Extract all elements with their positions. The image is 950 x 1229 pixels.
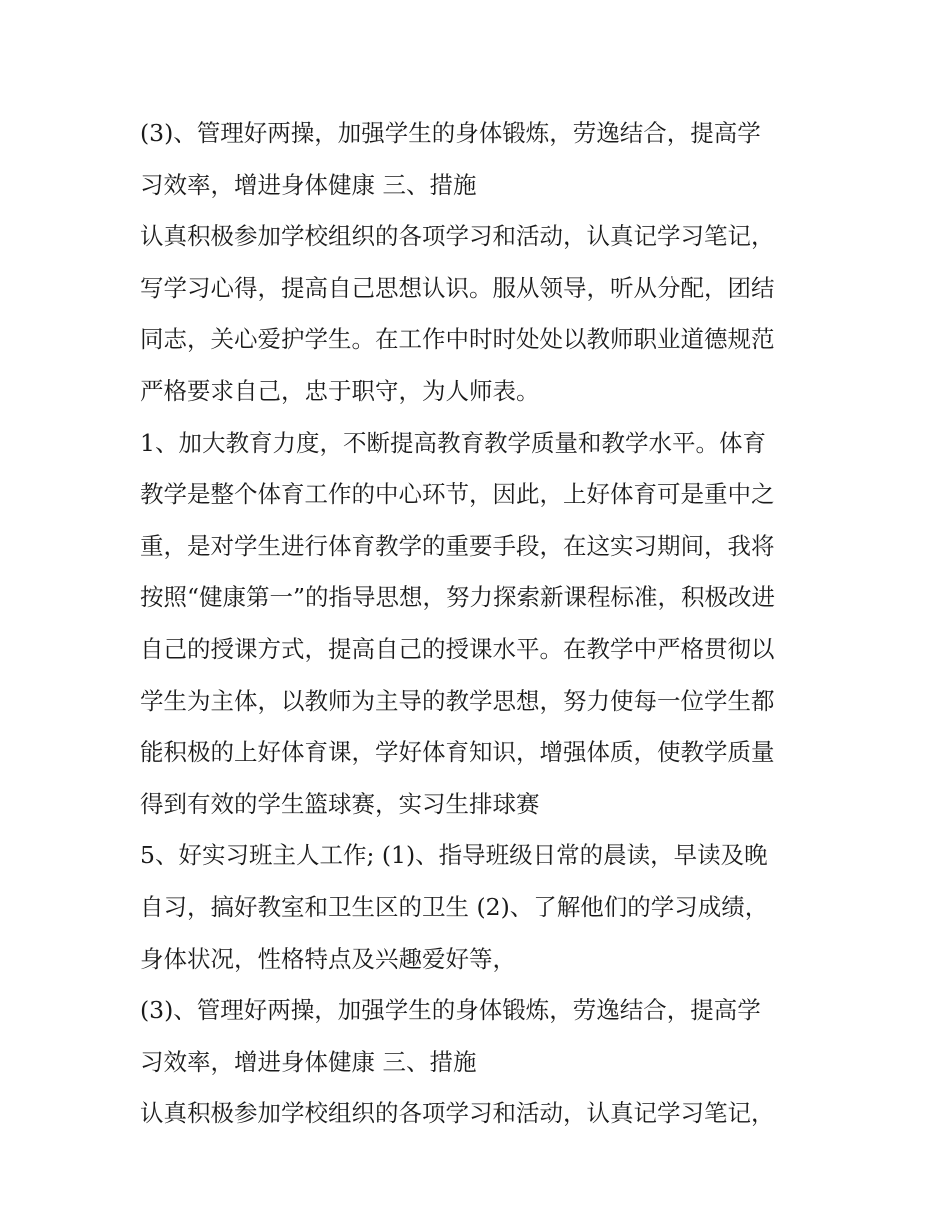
text-line: 习效率，增进身体健康 三、措施 (140, 170, 477, 199)
text-line: 5、好实习班主人工作; (1)、指导班级日常的晨读，早读及晚 (140, 841, 768, 870)
text-line: 1、加大教育力度，不断提高教育教学质量和教学水平。体育 (140, 428, 766, 457)
text-line: 严格要求自己，忠于职守，为人师表。 (140, 376, 540, 405)
text-line: 教学是整个体育工作的中心环节，因此，上好体育可是重中之 (140, 480, 775, 509)
text-line: 认真积极参加学校组织的各项学习和活动，认真记学习笔记， (140, 1099, 775, 1128)
text-line: 写学习心得，提高自己思想认识。服从领导，听从分配，团结 (140, 273, 775, 302)
text-line: (3)、管理好两操，加强学生的身体锻炼，劳逸结合，提高学 (140, 996, 761, 1025)
text-line: 自己的授课方式，提高自己的授课水平。在教学中严格贯彻以 (140, 634, 775, 663)
text-line: 按照“健康第一”的指导思想，努力探索新课程标准，积极改进 (140, 583, 776, 612)
text-line: 自习，搞好教室和卫生区的卫生 (2)、了解他们的学习成绩， (140, 892, 769, 921)
text-line: (3)、管理好两操，加强学生的身体锻炼，劳逸结合，提高学 (140, 119, 761, 147)
text-line: 能积极的上好体育课，学好体育知识，增强体质，使教学质量 (140, 738, 775, 767)
text-line: 习效率，增进身体健康 三、措施 (140, 1047, 477, 1076)
text-line: 认真积极参加学校组织的各项学习和活动，认真记学习笔记， (140, 222, 775, 251)
text-line: 同志，关心爱护学生。在工作中时时处处以教师职业道德规范 (140, 325, 775, 354)
document-body (140, 108, 820, 1140)
text-line: 得到有效的学生篮球赛，实习生排球赛 (140, 789, 540, 818)
text-line: 身体状况，性格特点及兴趣爱好等， (140, 944, 516, 973)
text-line: 重，是对学生进行体育教学的重要手段，在这实习期间，我将 (140, 531, 775, 560)
text-line: 学生为主体，以教师为主导的教学思想，努力使每一位学生都 (140, 686, 775, 715)
